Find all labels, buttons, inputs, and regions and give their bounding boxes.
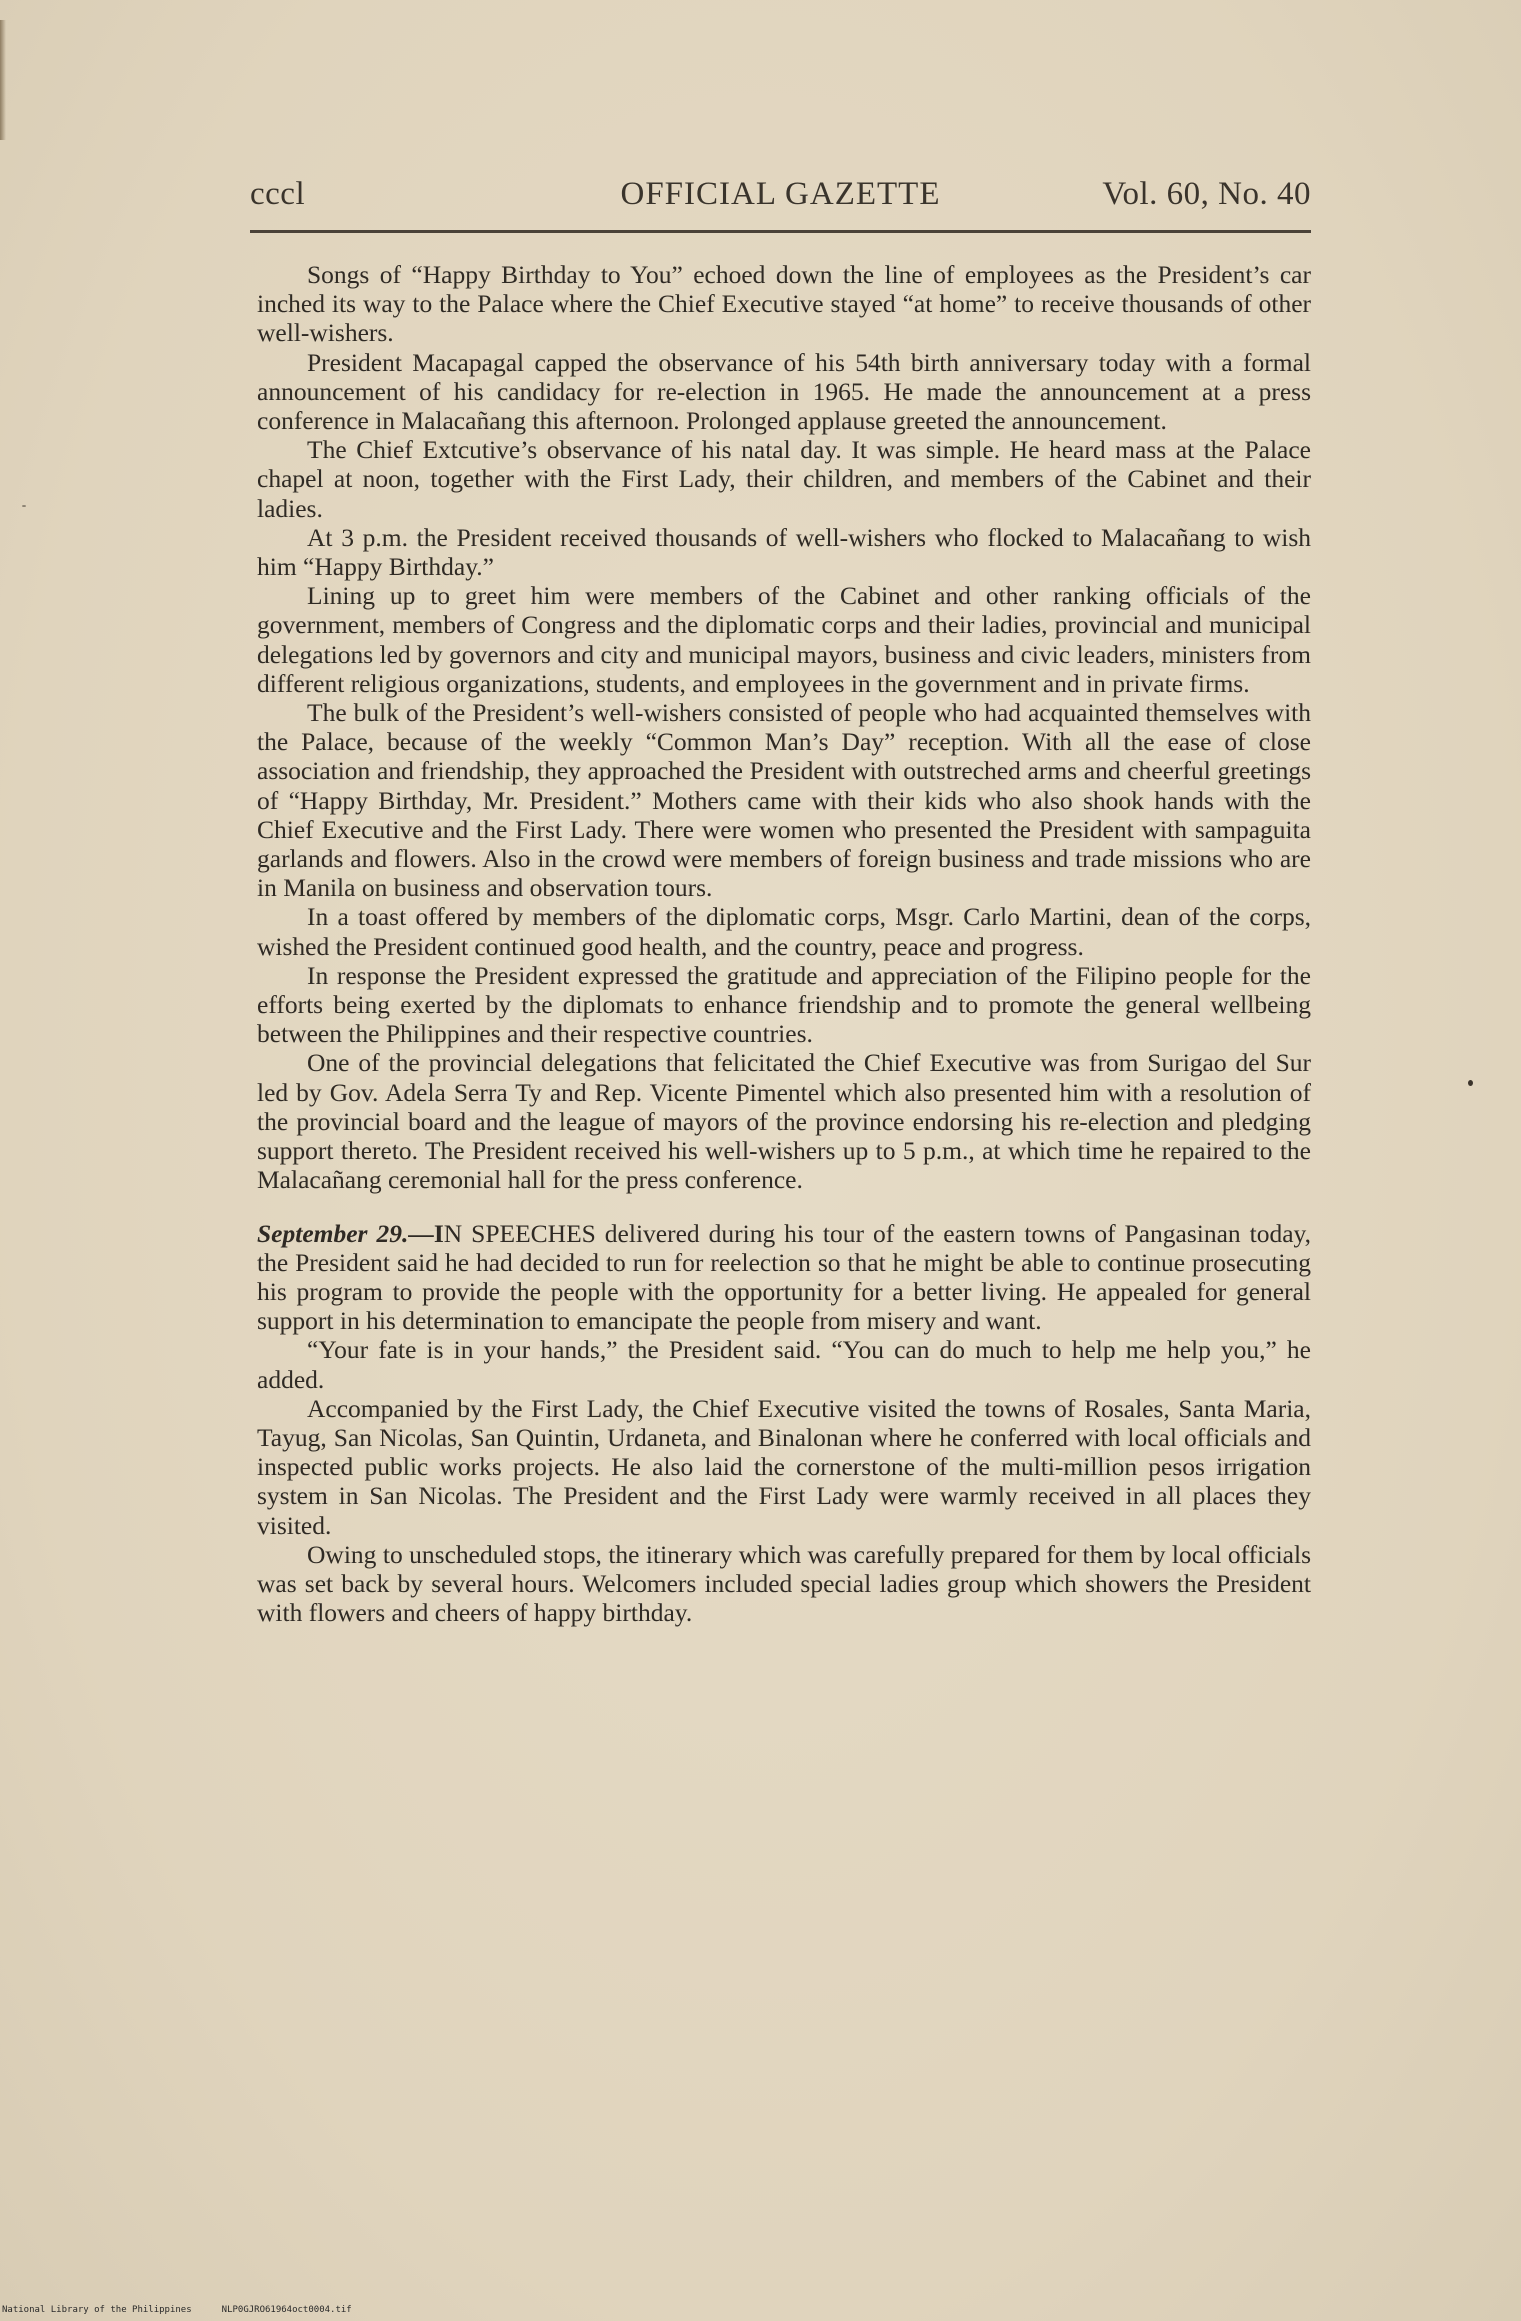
ink-speck — [1468, 1080, 1473, 1086]
paragraph: At 3 p.m. the President received thousands of well-wishers who flocked to Malacañang to wish him “Happy Birthday.” — [257, 522, 1311, 582]
paragraph: “Your fate is in your hands,” the President said. “You can do much to help me help you,” he added. — [257, 1335, 1311, 1394]
paragraph: In a toast offered by members of the diplomatic corps, Msgr. Carlo Martini, dean of the corps, wished the President continued good health, and the country, peace and progress. — [257, 902, 1311, 961]
publication-title: OFFICIAL GAZETTE — [620, 176, 941, 212]
scan-filename: NLP0GJRO61964oct0004.tif — [221, 2305, 352, 2315]
page-edge-mark — [0, 20, 6, 140]
paragraph: Songs of “Happy Birthday to You” echoed down the line of employees as the President’s car inched its way to the Palace where the Chief Executive stayed “at home” to receive thousands of other well-wishers. — [257, 260, 1311, 348]
paragraph: Accompanied by the First Lady, the Chief Executive visited the towns of Rosales, Santa Maria, Tayug, San Nicolas, San Quintin, Urdaneta, and Binalonan where he conferred with local officials and inspected public works projects. He also laid the cornerstone of the multi-million pesos irrigation system in San Nicolas. The President and the First Lady were warmly received in all places they visited. — [257, 1393, 1311, 1540]
page-number: cccl — [250, 176, 306, 212]
dated-entry — [257, 1219, 1311, 1336]
paragraph: One of the provincial delegations that felicitated the Chief Executive was from Surigao del Sur led by Gov. Adela Serra Ty and Rep. Vicente Pimentel which also presented him with a resolution of the provincial board and the league of mayors of the province endorsing his re-election and pledging support thereto. The President received his well-wishers up to 5 p.m., at which time he repaired to the Malacañang ceremonial hall for the press conference. — [257, 1048, 1311, 1195]
entry-date: September 29.— — [257, 1218, 434, 1248]
header-rule — [250, 230, 1311, 233]
ink-speck — [22, 505, 26, 507]
paragraph: Lining up to greet him were members of the Cabinet and other ranking officials of the government, members of Congress and the diplomatic corps and their ladies, provincial and municipal delegations led by governors and city and municipal mayors, business and civic leaders, ministers from different religious organizations, students, and employees in the government and in private firms. — [257, 581, 1311, 698]
paragraph: Owing to unscheduled stops, the itinerary which was carefully prepared for them by local officials was set back by several hours. Welcomers included special ladies group which showers the President with flowers and cheers of happy birthday. — [257, 1539, 1311, 1628]
article-body — [257, 260, 1311, 1627]
paragraph: The bulk of the President’s well-wishers consisted of people who had acquainted themselves with the Palace, because of the weekly “Common Man’s Day” reception. With all the ease of close association and friendship, they approached the President with outstreched arms and cheerful greetings of “Happy Birthday, Mr. President.” Mothers came with their kids who also shook hands with the Chief Executive and the First Lady. There were women who presented the President with sampaguita garlands and flowers. Also in the crowd were members of foreign business and trade missions who are in Manila on business and observation tours. — [257, 698, 1311, 903]
paragraph: In response the President expressed the gratitude and appreciation of the Filipino people for the efforts being exerted by the diplomats to enhance friendship and to promote the general wellbeing between the Philippines and their respective countries. — [257, 960, 1311, 1049]
volume-number: Vol. 60, No. 40 — [1102, 176, 1311, 212]
library-credit: National Library of the Philippines — [2, 2305, 192, 2315]
scan-footer — [2, 2305, 352, 2315]
paragraph: President Macapagal capped the observance of his 54th birth anniversary today with a formal announcement of his candidacy for re-election in 1965. He made the announcement at a press conference in Malacañang this afternoon. Prolonged applause greeted the announcement. — [257, 347, 1311, 436]
drop-cap: I — [433, 1218, 444, 1248]
page-header — [250, 176, 1311, 220]
entry-text: N SPEECHES delivered during his tour of the eastern towns of Pangasinan today, the President said he had decided to run for reelection so that he might be able to continue prosecuting his program to provide the people with the opportunity for a better living. He appealed for general support in his determination to emancipate the people from misery and want. — [257, 1218, 1312, 1336]
paragraph: The Chief Extcutive’s observance of his natal day. It was simple. He heard mass at the Palace chapel at noon, together with the First Lady, their children, and members of the Cabinet and their ladies. — [257, 435, 1311, 523]
